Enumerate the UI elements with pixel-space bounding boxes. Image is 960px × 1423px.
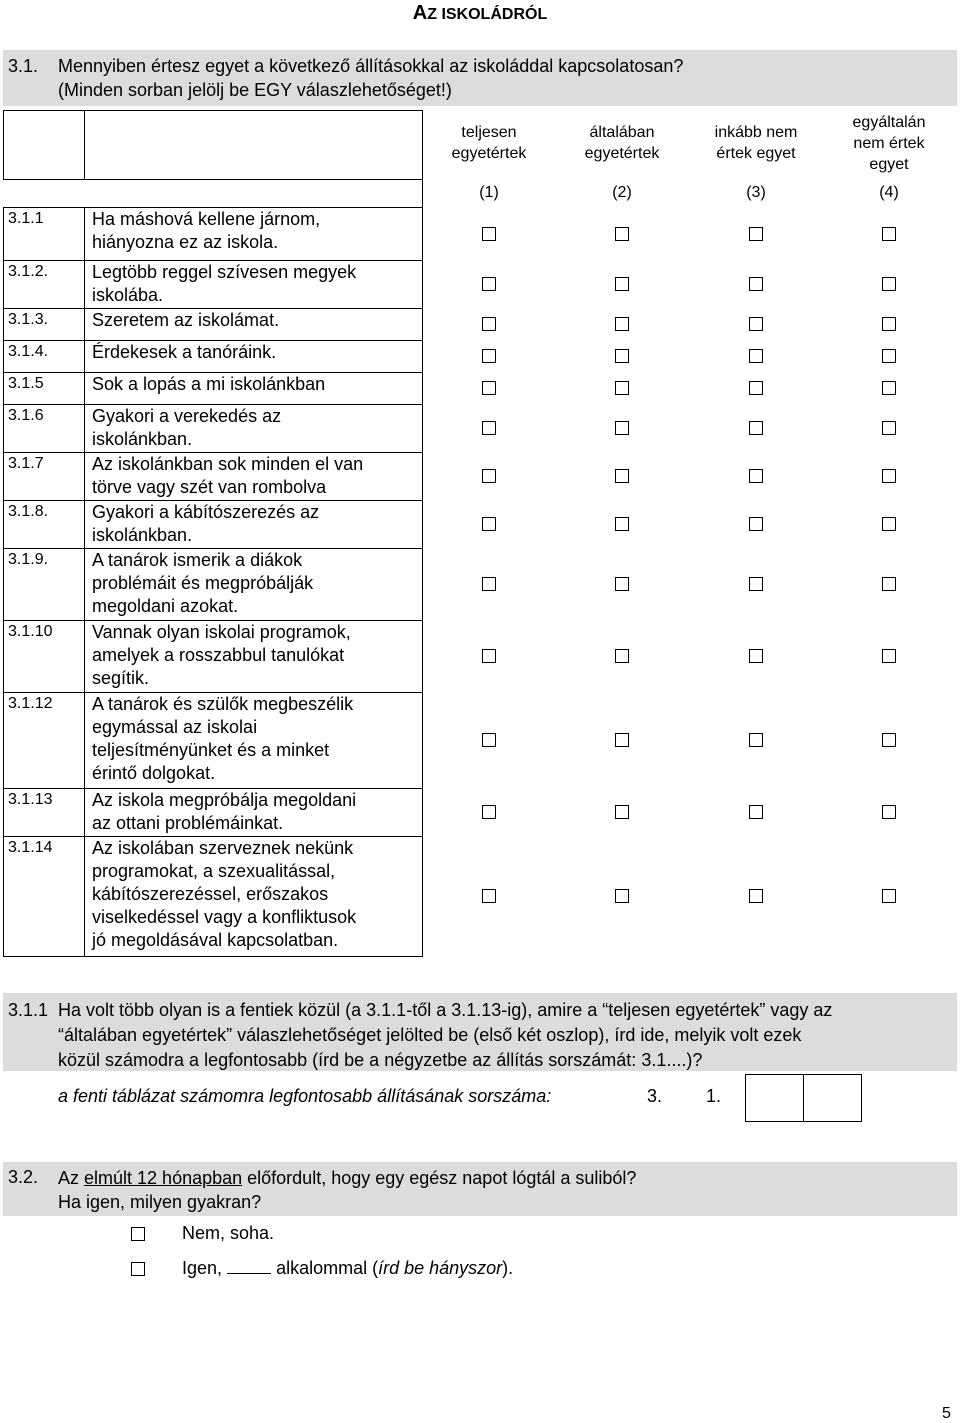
row-statement-line: iskolába. (92, 285, 164, 305)
row-statement-line: kábítószerezéssel, erőszakos (92, 884, 329, 904)
answer-checkbox-3[interactable] (749, 421, 763, 435)
answer-checkbox-1[interactable] (482, 349, 496, 363)
answer-prefix-1: 3. (647, 1086, 663, 1106)
row-statement-line: Ha máshová kellene járnom, (92, 209, 321, 229)
row-number: 3.1.13 (8, 791, 53, 808)
row-statement (92, 261, 422, 307)
row-statement-line: Az iskolában szerveznek nekünk (92, 838, 354, 858)
answer-digit-box-1[interactable] (745, 1074, 804, 1122)
answer-checkbox-4[interactable] (882, 517, 896, 531)
column-header-line: értek egyet (716, 145, 796, 162)
answer-checkbox-4[interactable] (882, 227, 896, 241)
answer-checkbox-4[interactable] (882, 733, 896, 747)
column-header-3 (690, 122, 822, 164)
question-3-2-number: 3.2. (8, 1167, 39, 1187)
question-3-1-instruction: (Minden sorban jelölj be EGY válaszlehetőséget!) (58, 80, 452, 100)
row-statement-line: iskolánkban. (92, 429, 193, 449)
q32-underlined: elmúlt 12 hónapban (84, 1168, 243, 1188)
question-3-1-line1: Mennyiben értesz egyet a következő állításokkal az iskoláddal kapcsolatosan? (58, 56, 684, 76)
answer-checkbox-1[interactable] (482, 277, 496, 291)
row-statement-line: megoldani azokat. (92, 596, 239, 616)
row-statement-line: programokat, a szexualitással, (92, 861, 336, 881)
column-header-4 (823, 112, 955, 175)
answer-checkbox-2[interactable] (615, 277, 629, 291)
answer-checkbox-3[interactable] (749, 805, 763, 819)
row-number: 3.1.2. (8, 263, 49, 280)
row-statement (92, 208, 422, 254)
answer-checkbox-2[interactable] (615, 517, 629, 531)
column-header-line: nem értek (853, 135, 925, 152)
row-statement-line: törve vagy szét van rombolva (92, 477, 327, 497)
answer-checkbox-4[interactable] (882, 649, 896, 663)
row-number: 3.1.8. (8, 503, 49, 520)
table-num-col-line (84, 207, 85, 956)
answer-checkbox-1[interactable] (482, 889, 496, 903)
row-statement (92, 453, 422, 499)
column-header-2 (556, 122, 688, 164)
answer-checkbox-4[interactable] (882, 577, 896, 591)
row-statement (92, 501, 422, 547)
row-statement-line: A tanárok és szülők megbeszélik (92, 694, 354, 714)
answer-checkbox-1[interactable] (482, 421, 496, 435)
answer-checkbox-1[interactable] (482, 227, 496, 241)
followup-line2: “általában egyetértek” válaszlehetőséget jelölted be (első két oszlop), írd ide, melyik volt ezek (58, 1025, 802, 1045)
q32-post: előfordult, hogy egy egész napot lógtál a suliból? (242, 1168, 637, 1188)
column-header-line: inkább nem (714, 124, 798, 141)
column-header-line: egyet (869, 156, 909, 173)
row-number: 3.1.1 (8, 210, 44, 227)
answer-checkbox-3[interactable] (749, 469, 763, 483)
question-3-2-text (58, 1166, 636, 1214)
table-right-line (422, 110, 423, 956)
heading-rest: Z ISKOLÁDRÓL (427, 6, 548, 23)
answer-checkbox-4[interactable] (882, 381, 896, 395)
table-header-mid-line (84, 110, 85, 180)
answer-checkbox-2[interactable] (615, 227, 629, 241)
answer-checkbox-3[interactable] (749, 577, 763, 591)
column-code-1: (1) (479, 184, 499, 201)
row-statement-line: hiányozna ez az iskola. (92, 232, 279, 252)
row-statement-line: A tanárok ismerik a diákok (92, 550, 303, 570)
row-statement (92, 621, 422, 690)
row-statement-line: az ottani problémáinkat. (92, 813, 284, 833)
row-statement-line: amelyek a rosszabbul tanulókat (92, 645, 345, 665)
followup-line3: közül számodra a legfontosabb (írd be a négyzetbe az állítás sorszámát: 3.1....)? (58, 1050, 703, 1070)
column-code-3: (3) (746, 184, 766, 201)
option-yes-instruction: írd be hányszor (378, 1258, 503, 1278)
option-never-checkbox[interactable] (131, 1227, 145, 1241)
answer-checkbox-1[interactable] (482, 649, 496, 663)
row-number: 3.1.12 (8, 695, 53, 712)
answer-checkbox-4[interactable] (882, 277, 896, 291)
row-statement (92, 837, 422, 952)
answer-prefix-2: 1. (706, 1086, 722, 1106)
table-left-line (3, 207, 4, 956)
answer-checkbox-4[interactable] (882, 805, 896, 819)
answer-checkbox-2[interactable] (615, 649, 629, 663)
row-statement-line: teljesítményünket és a minket (92, 740, 330, 760)
row-number: 3.1.6 (8, 407, 44, 424)
answer-checkbox-3[interactable] (749, 349, 763, 363)
answer-checkbox-1[interactable] (482, 733, 496, 747)
column-header-line: egyetértek (451, 145, 527, 162)
table-header-left-line (3, 110, 4, 180)
answer-checkbox-1[interactable] (482, 317, 496, 331)
answer-checkbox-3[interactable] (749, 733, 763, 747)
answer-checkbox-2[interactable] (615, 577, 629, 591)
answer-checkbox-1[interactable] (482, 805, 496, 819)
row-statement (92, 309, 422, 332)
column-header-line: általában (589, 124, 655, 141)
table-header-bottom-line (3, 179, 423, 180)
answer-checkbox-3[interactable] (749, 649, 763, 663)
row-statement-line: Szeretem az iskolámat. (92, 310, 280, 330)
row-statement-line: Sok a lopás a mi iskolánkban (92, 374, 326, 394)
followup-text (58, 998, 953, 1073)
followup-number: 3.1.1 (8, 1000, 49, 1020)
answer-checkbox-3[interactable] (749, 517, 763, 531)
column-header-line: teljesen (461, 124, 517, 141)
option-yes-end: ). (502, 1258, 514, 1278)
row-statement (92, 693, 422, 785)
times-blank-field[interactable] (227, 1258, 271, 1274)
answer-checkbox-3[interactable] (749, 889, 763, 903)
answer-checkbox-2[interactable] (615, 733, 629, 747)
row-number: 3.1.7 (8, 455, 44, 472)
answer-checkbox-4[interactable] (882, 421, 896, 435)
option-yes-mid: alkalommal ( (271, 1258, 379, 1278)
option-yes-text: Igen, (182, 1258, 223, 1278)
answer-checkbox-2[interactable] (615, 805, 629, 819)
row-statement (92, 549, 422, 618)
row-statement-line: jó megoldásával kapcsolatban. (92, 930, 339, 950)
row-number: 3.1.14 (8, 839, 53, 856)
row-statement-line: segítik. (92, 668, 150, 688)
row-statement-line: Vannak olyan iskolai programok, (92, 622, 351, 642)
followup-line1: Ha volt több olyan is a fentiek közül (a 3.1.1-től a 3.1.13-ig), amire a “teljesen egyetértek” vagy az (58, 1000, 833, 1020)
answer-checkbox-2[interactable] (615, 381, 629, 395)
answer-checkbox-2[interactable] (615, 469, 629, 483)
row-number: 3.1.5 (8, 375, 44, 392)
row-statement-line: Gyakori a verekedés az (92, 406, 282, 426)
row-statement-line: Az iskolánkban sok minden el van (92, 454, 364, 474)
question-3-1-number: 3.1. (8, 56, 39, 76)
column-header-line: egyáltalán (852, 114, 926, 131)
column-code-4: (4) (879, 184, 899, 201)
row-number: 3.1.9. (8, 551, 49, 568)
row-statement (92, 341, 422, 364)
table-header-top-line (3, 110, 423, 111)
question-3-2-line1 (58, 1166, 636, 1190)
answer-checkbox-2[interactable] (615, 349, 629, 363)
answer-checkbox-1[interactable] (482, 469, 496, 483)
answer-checkbox-4[interactable] (882, 317, 896, 331)
row-statement-line: Gyakori a kábítószerezés az (92, 502, 320, 522)
option-yes-checkbox[interactable] (131, 1262, 145, 1276)
row-statement-line: érintő dolgokat. (92, 763, 216, 783)
table-bottom-line (3, 956, 423, 957)
answer-checkbox-3[interactable] (749, 277, 763, 291)
answer-checkbox-3[interactable] (749, 317, 763, 331)
row-statement-line: iskolánkban. (92, 525, 193, 545)
answer-checkbox-4[interactable] (882, 349, 896, 363)
answer-checkbox-2[interactable] (615, 421, 629, 435)
row-number: 3.1.3. (8, 311, 49, 328)
answer-label: a fenti táblázat számomra legfontosabb állításának sorszáma: (58, 1086, 552, 1106)
row-statement (92, 405, 422, 451)
option-yes-label (182, 1258, 513, 1279)
answer-checkbox-3[interactable] (749, 227, 763, 241)
answer-digit-box-2[interactable] (803, 1074, 862, 1122)
heading-first-letter: A (412, 2, 428, 24)
answer-checkbox-1[interactable] (482, 381, 496, 395)
row-statement-line: Legtöbb reggel szívesen megyek (92, 262, 357, 282)
option-never-label: Nem, soha. (182, 1223, 275, 1243)
row-number: 3.1.10 (8, 623, 53, 640)
column-header-line: egyetértek (584, 145, 660, 162)
q32-pre: Az (58, 1168, 85, 1188)
row-statement (92, 373, 422, 396)
row-statement-line: Az iskola megpróbálja megoldani (92, 790, 357, 810)
answer-checkbox-2[interactable] (615, 317, 629, 331)
row-statement-line: Érdekesek a tanóráink. (92, 342, 277, 362)
page-number: 5 (942, 1405, 951, 1422)
answer-checkbox-1[interactable] (482, 577, 496, 591)
row-statement-line: problémáit és megpróbálják (92, 573, 314, 593)
answer-checkbox-1[interactable] (482, 517, 496, 531)
row-statement (92, 789, 422, 835)
row-statement-line: viselkedéssel vagy a konfliktusok (92, 907, 357, 927)
row-statement-line: egymással az iskolai (92, 717, 258, 737)
question-3-2-line2: Ha igen, milyen gyakran? (58, 1192, 262, 1212)
answer-checkbox-3[interactable] (749, 381, 763, 395)
column-code-2: (2) (612, 184, 632, 201)
answer-checkbox-4[interactable] (882, 469, 896, 483)
column-header-1 (423, 122, 555, 164)
row-number: 3.1.4. (8, 343, 49, 360)
answer-checkbox-2[interactable] (615, 889, 629, 903)
answer-checkbox-4[interactable] (882, 889, 896, 903)
